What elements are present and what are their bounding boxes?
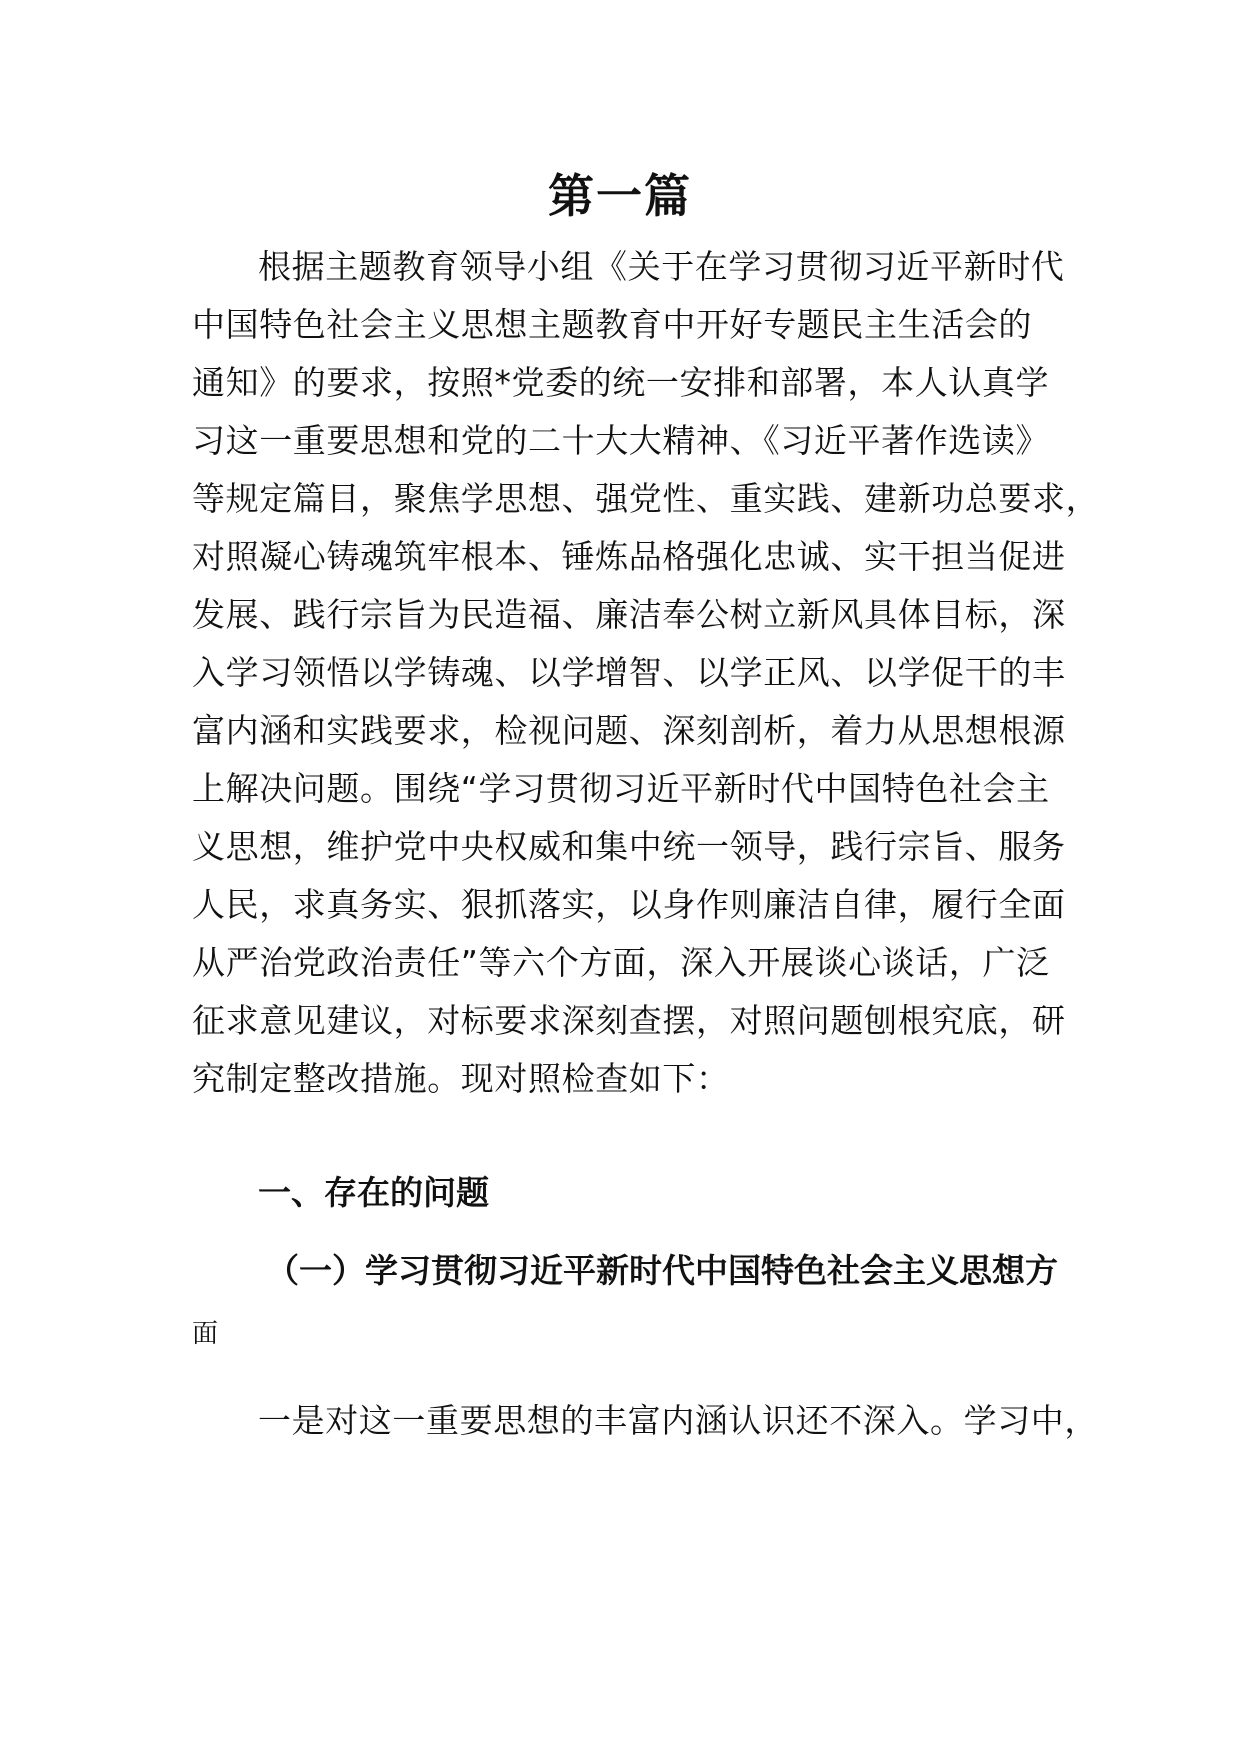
intro-line: 发展、践行宗旨为民造福、廉洁奉公树立新风具体目标，深 xyxy=(192,595,1066,634)
section-heading: 一、存在的问题 xyxy=(258,1173,489,1212)
intro-line: 究制定整改措施。现对照检查如下： xyxy=(192,1059,730,1098)
intro-line: 中国特色社会主义思想主题教育中开好专题民主生活会的 xyxy=(192,305,1032,344)
intro-line: 等规定篇目，聚焦学思想、强党性、重实践、建新功总要求， xyxy=(192,479,1100,518)
intro-line: 对照凝心铸魂筑牢根本、锤炼品格强化忠诚、实干担当促进 xyxy=(192,537,1066,576)
intro-line: 从严治党政治责任”等六个方面，深入开展谈心谈话，广泛 xyxy=(192,943,1050,982)
document-title: 第一篇 xyxy=(548,169,692,223)
sub-heading-continuation: 面 xyxy=(192,1319,219,1349)
intro-line: 征求意见建议，对标要求深刻查摆，对照问题刨根究底，研 xyxy=(192,1001,1066,1040)
intro-line: 根据主题教育领导小组《关于在学习贯彻习近平新时代 xyxy=(258,247,1065,286)
intro-line: 习这一重要思想和党的二十大大精神、《习近平著作选读》 xyxy=(192,421,1050,460)
intro-line: 通知》的要求，按照*党委的统一安排和部署，本人认真学 xyxy=(192,363,1050,402)
sub-heading: （一）学习贯彻习近平新时代中国特色社会主义思想方 xyxy=(266,1251,1058,1290)
intro-line: 富内涵和实践要求，检视问题、深刻剖析，着力从思想根源 xyxy=(192,711,1066,750)
body-paragraph: 一是对这一重要思想的丰富内涵认识还不深入。学习中， xyxy=(258,1401,1098,1440)
intro-paragraph xyxy=(192,238,1100,1108)
intro-line: 上解决问题。围绕“学习贯彻习近平新时代中国特色社会主 xyxy=(192,769,1050,808)
intro-line: 义思想，维护党中央权威和集中统一领导，践行宗旨、服务 xyxy=(192,827,1066,866)
intro-line: 人民，求真务实、狠抓落实，以身作则廉洁自律，履行全面 xyxy=(192,885,1066,924)
intro-line: 入学习领悟以学铸魂、以学增智、以学正风、以学促干的丰 xyxy=(192,653,1066,692)
